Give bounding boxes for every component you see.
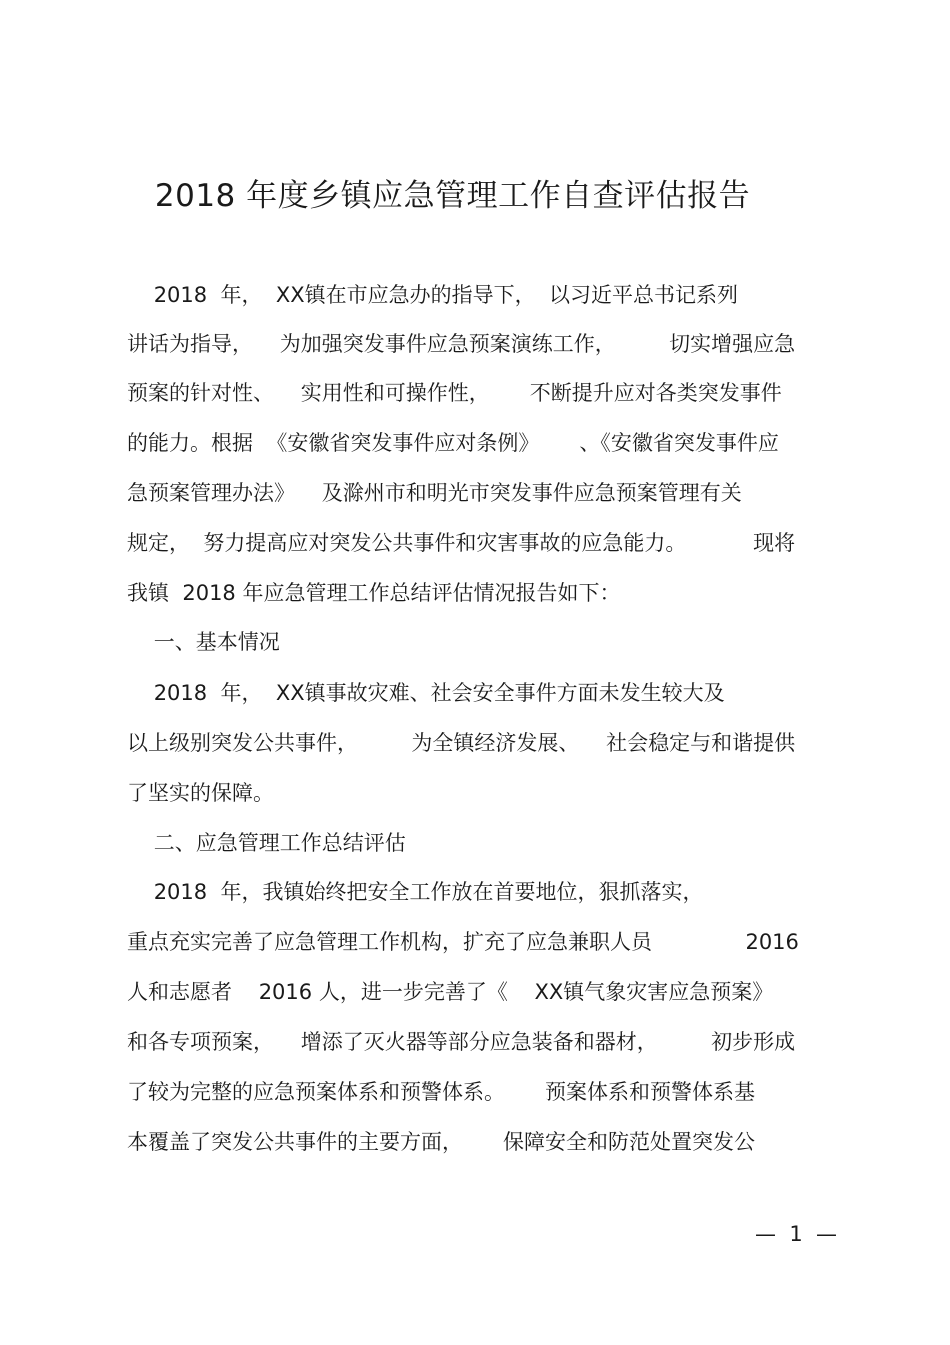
- paragraph-line: 2018 年， XX镇事故灾难、社会安全事件方面未发生较大及: [127, 681, 725, 705]
- paragraph-line: 规定， 努力提高应对突发公共事件和灾害事故的应急能力。 现将: [127, 531, 796, 555]
- paragraph-line: 以上级别突发公共事件， 为全镇经济发展、 社会稳定与和谐提供: [127, 731, 796, 755]
- paragraph-line: 讲话为指导， 为加强突发事件应急预案演练工作， 切实增强应急: [127, 332, 796, 356]
- page-number: — 1 —: [755, 1222, 838, 1246]
- paragraph-line: 2018 年， XX镇在市应急办的指导下， 以习近平总书记系列: [127, 283, 738, 307]
- document-title: 2018 年度乡镇应急管理工作自查评估报告: [154, 178, 751, 214]
- paragraph-line: 的能力。根据 《安徽省突发事件应对条例》 、《安徽省突发事件应: [127, 431, 779, 455]
- section-heading: 一、基本情况: [127, 630, 280, 654]
- paragraph-line: 和各专项预案， 增添了灭火器等部分应急装备和器材， 初步形成: [127, 1030, 796, 1054]
- paragraph-line: 急预案管理办法》 及滁州市和明光市突发事件应急预案管理有关: [127, 481, 742, 505]
- paragraph-line: 我镇 2018 年应急管理工作总结评估情况报告如下：: [127, 581, 621, 605]
- paragraph-line: 了较为完整的应急预案体系和预警体系。 预案体系和预警体系基: [127, 1080, 756, 1104]
- paragraph-line: 重点充实完善了应急管理工作机构，扩充了应急兼职人员 2016: [127, 930, 799, 954]
- paragraph-line: 本覆盖了突发公共事件的主要方面， 保障安全和防范处置突发公: [127, 1130, 756, 1154]
- paragraph-line: 了坚实的保障。: [127, 781, 274, 805]
- paragraph-line: 人和志愿者 2016 人，进一步完善了《 XX镇气象灾害应急预案》: [127, 980, 774, 1004]
- paragraph-line: 预案的针对性、 实用性和可操作性， 不断提升应对各类突发事件: [127, 381, 782, 405]
- paragraph-line: 2018 年，我镇始终把安全工作放在首要地位，狠抓落实，: [127, 880, 704, 904]
- section-heading: 二、应急管理工作总结评估: [127, 831, 406, 855]
